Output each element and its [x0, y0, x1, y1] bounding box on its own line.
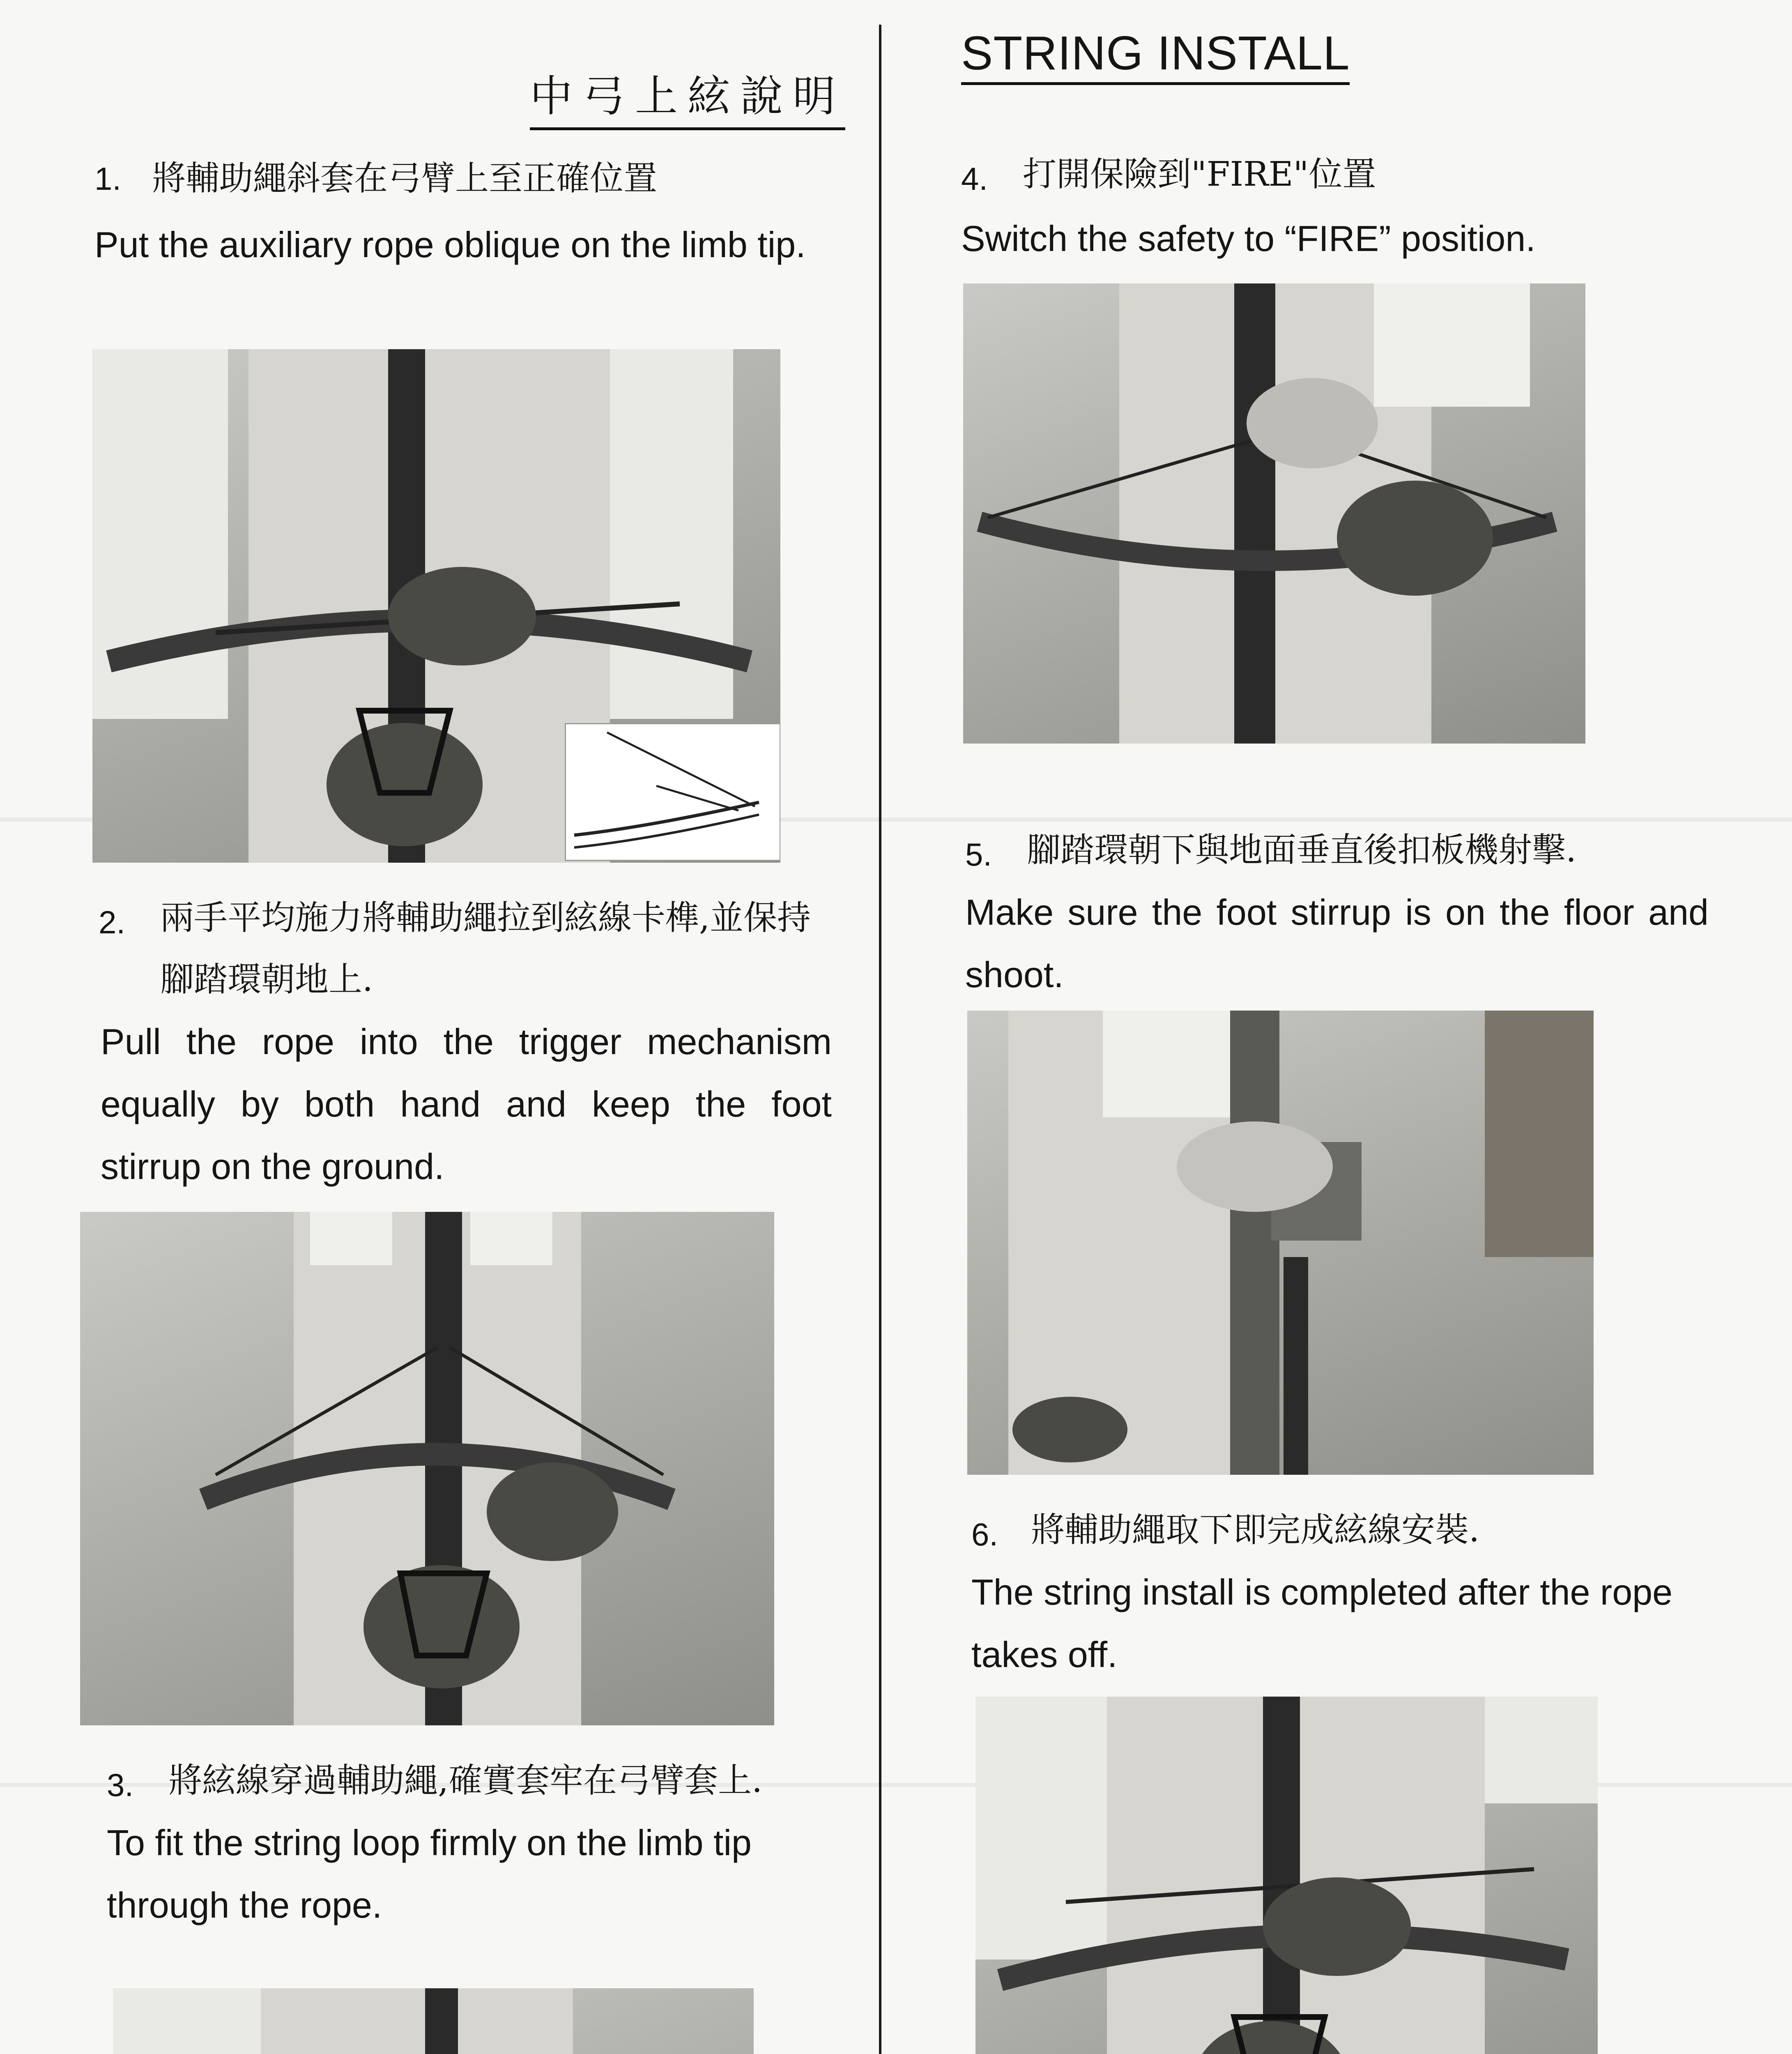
step-text-chinese: 打開保險到"FIRE"位置: [1023, 155, 1376, 194]
step-photo: [92, 349, 780, 863]
page-title-english: STRING INSTALL: [961, 25, 1350, 85]
step-text-english: Make sure the foot stirrup is on the floor and shoot.: [965, 892, 1709, 995]
step-text-chinese: 腳踏環朝下與地面垂直後扣板機射擊.: [1027, 831, 1577, 870]
step-photo: [113, 1988, 754, 2054]
step-number: 6.: [971, 1516, 998, 1552]
step-text-english: The string install is completed after the rope takes off.: [971, 1572, 1673, 1675]
step-photo: [80, 1212, 774, 1725]
step-number: 1.: [94, 161, 122, 197]
step-text-chinese: 兩手平均施力將輔助繩拉到絃線卡榫,並保持腳踏環朝地上.: [160, 898, 811, 999]
step-photo: [975, 1697, 1598, 2054]
step-number: 2.: [99, 904, 126, 940]
step-text-chinese: 將輔助繩取下即完成絃線安裝.: [1031, 1511, 1480, 1550]
step-photo: [967, 1011, 1594, 1475]
step-number: 4.: [961, 161, 988, 197]
step-text-english: To fit the string loop firmly on the limb tip through the rope.: [107, 1822, 752, 1925]
step-text-chinese: 將輔助繩斜套在弓臂上至正確位置: [152, 159, 658, 198]
page-title-chinese: 中弓上絃說明: [530, 62, 845, 130]
step-text-english: Switch the safety to “FIRE” position.: [961, 218, 1536, 259]
step-photo: [963, 283, 1585, 744]
step-text-english: Pull the rope into the trigger mechanism equally by both hand and keep the foot stirrup on the ground.: [101, 1021, 832, 1187]
step-text-english: Put the auxiliary rope oblique on the limb tip.: [94, 224, 806, 265]
step-number: 3.: [107, 1767, 134, 1803]
column-divider: [879, 25, 881, 2054]
step-text-chinese: 將絃線穿過輔助繩,確實套牢在弓臂套上.: [168, 1761, 763, 1800]
step-number: 5.: [965, 836, 992, 873]
limb-tip-inset-diagram: [565, 723, 780, 861]
